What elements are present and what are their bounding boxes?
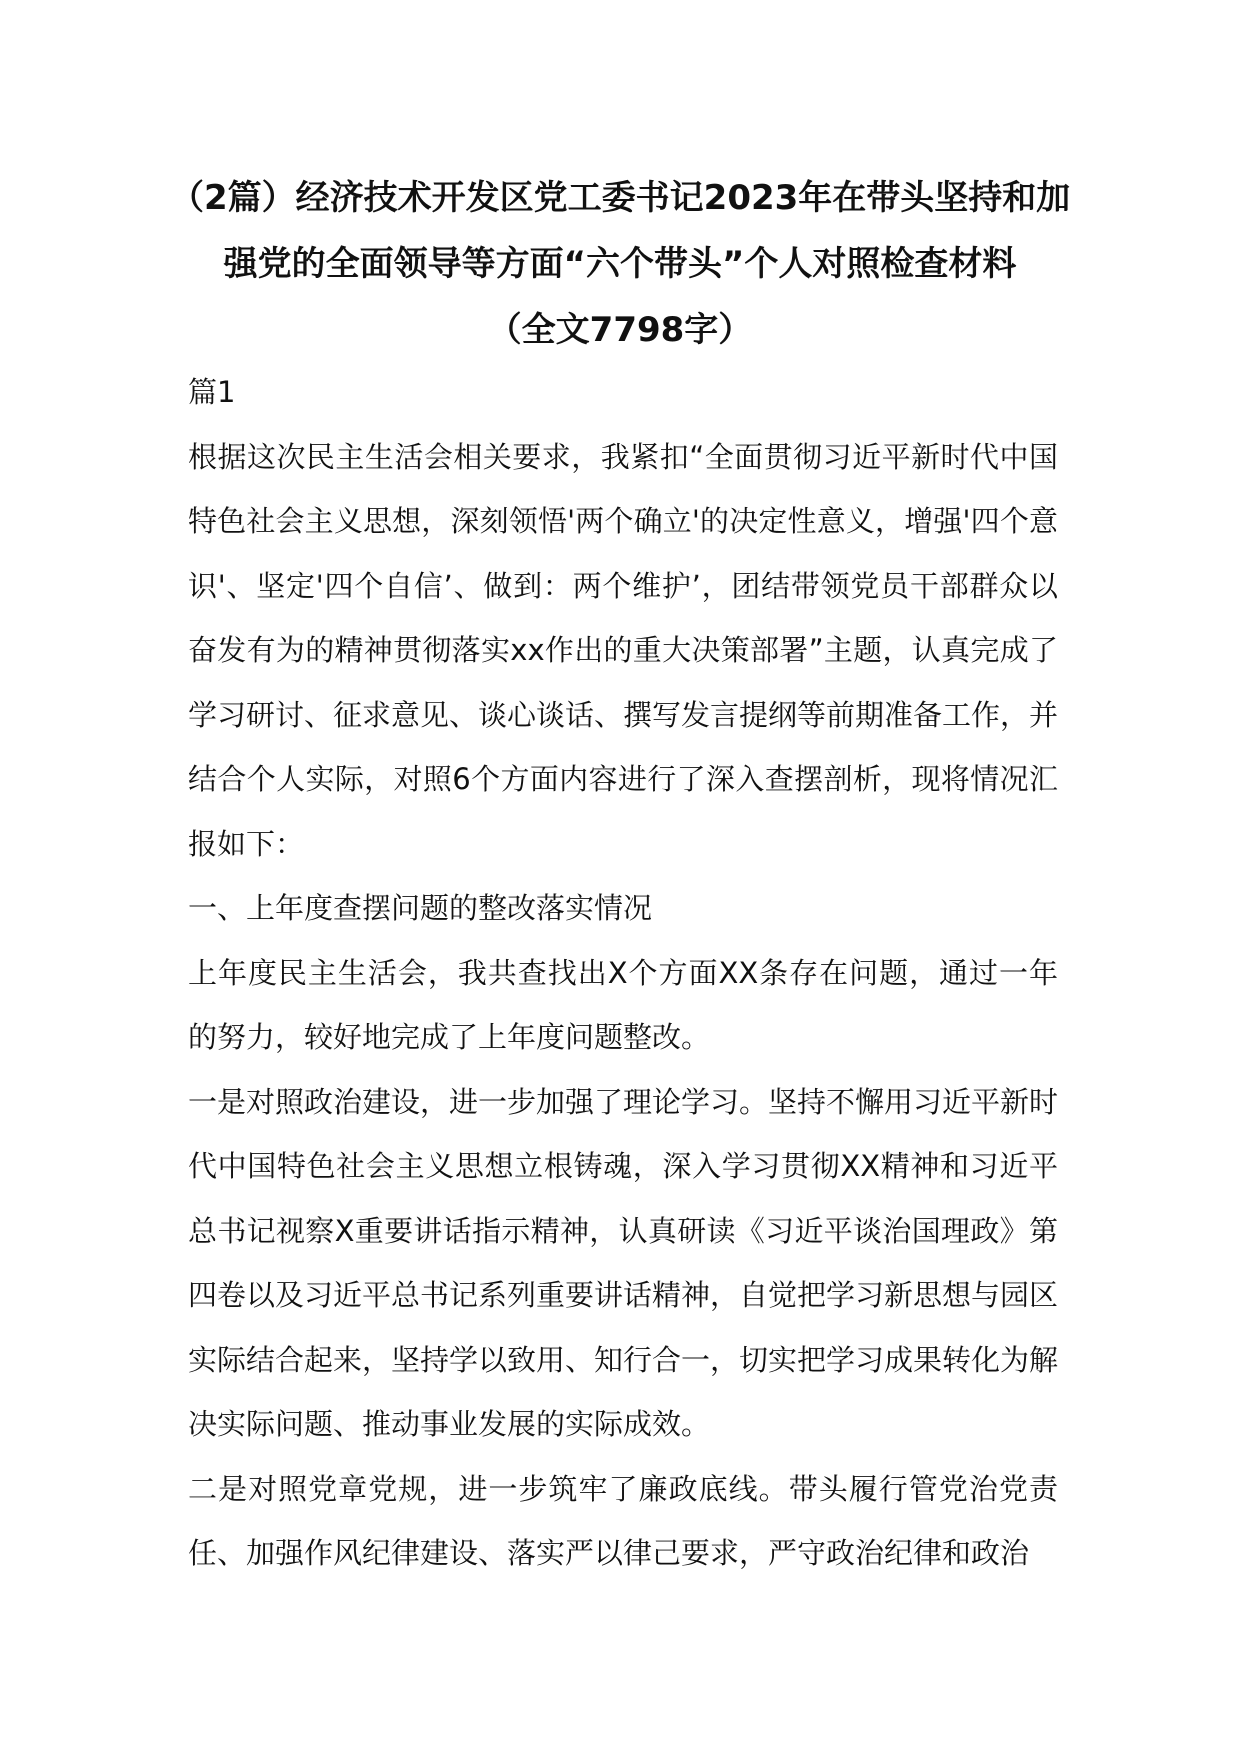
point-two-paragraph: 二是对照党章党规，进一步筑牢了廉政底线。带头履行管党治党责任、加强作风纪律建设、落实严以律己要求，严守政治纪律和政治 (188, 1471, 1058, 1570)
title-line-2: 强党的全面领导等方面“六个带头”个人对照检查材料 (223, 244, 1017, 284)
document-body (188, 360, 1058, 1586)
section-heading: 一、上年度查摆问题的整改落实情况 (188, 891, 653, 925)
summary-paragraph: 上年度民主生活会，我共查找出X个方面XX条存在问题，通过一年的努力，较好地完成了上年度问题整改。 (188, 955, 1058, 1054)
point-one-paragraph: 一是对照政治建设，进一步加强了理论学习。坚持不懈用习近平新时代中国特色社会主义思想立根铸魂，深入学习贯彻XX精神和习近平总书记视察X重要讲话指示精神，认真研读《习近平谈治国理政》第四卷以及习近平总书记系列重要讲话精神，自觉把学习新思想与园区实际结合起来，坚持学以致用、知行合一，切实把学习成果转化为解决实际问题、推动事业发展的实际成效。 (188, 1084, 1059, 1441)
document-title (170, 165, 1070, 363)
section-label: 篇1 (188, 375, 236, 409)
intro-paragraph: 根据这次民主生活会相关要求，我紧扣“全面贯彻习近平新时代中国特色社会主义思想，深刻领悟'两个确立'的决定性意义，增强'四个意识'、坚定'四个自信’、做到：两个维护’，团结带领党员干部群众以奋发有为的精神贯彻落实xx作出的重大决策部署”主题，认真完成了学习研讨、征求意见、谈心谈话、撰写发言提纲等前期准备工作，并结合个人实际，对照6个方面内容进行了深入查摆剖析，现将情况汇报如下： (188, 439, 1059, 861)
title-line-1: （2篇）经济技术开发区党工委书记2023年在带头坚持和加 (170, 178, 1071, 218)
title-line-3: （全文7798字） (487, 310, 753, 350)
